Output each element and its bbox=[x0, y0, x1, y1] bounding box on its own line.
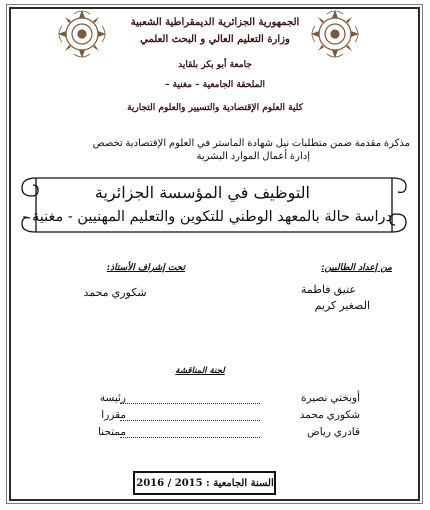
jury-member-role: مقررا bbox=[101, 409, 126, 421]
jury-member-name: قادري رياض bbox=[307, 426, 360, 438]
thesis-subtitle: دراسة حالة بالمعهد الوطني للتكوين والتعليم المهنيين - مغنية - bbox=[22, 209, 392, 225]
jury-member-role: ممتحنا bbox=[97, 426, 126, 438]
jury-member-role: رئيسة bbox=[99, 392, 126, 404]
title-scroll-banner bbox=[14, 170, 414, 240]
republic-name: الجمهورية الجزائرية الديمقراطية الشعبية bbox=[130, 17, 300, 28]
students-heading: من إعداد الطالبين: bbox=[321, 263, 392, 273]
dotted-leader bbox=[120, 410, 260, 421]
student-name: عتيق فاطمة bbox=[300, 284, 356, 296]
dotted-leader bbox=[120, 393, 260, 404]
annex-name: الملحقة الجامعية – مغنية – bbox=[164, 80, 266, 90]
dotted-leader bbox=[120, 427, 260, 438]
supervisor-heading: تحت إشراف الأستاذ: bbox=[106, 263, 185, 273]
student-name: الصغير كريم bbox=[314, 300, 370, 312]
university-emblem-icon bbox=[52, 4, 112, 64]
university-name: جامعة أبو بكر بلقايد bbox=[178, 60, 252, 70]
faculty-name: كلية العلوم الإقتصادية والتسيير والعلوم التجارية bbox=[127, 103, 303, 113]
jury-heading: لجنة المناقشة bbox=[175, 366, 225, 376]
supervisor-name: شكوري محمد bbox=[83, 287, 147, 299]
memo-description: مذكرة مقدمة ضمن متطلبات نيل شهادة الماستر في العلوم الإقتصادية تخصص bbox=[92, 138, 410, 149]
academic-year: السنة الجامعية : 2015 / 2016 bbox=[136, 478, 274, 489]
thesis-title: التوظيف في المؤسسة الجزائرية bbox=[94, 183, 310, 202]
jury-member-name: شكوري محمد bbox=[299, 409, 360, 421]
memo-specialty: إدارة أعمال الموارد البشرية bbox=[196, 151, 310, 162]
jury-member-name: أوبختي نصيرة bbox=[300, 392, 360, 404]
ministry-name: وزارة التعليم العالي و البحث العلمي bbox=[140, 34, 290, 45]
